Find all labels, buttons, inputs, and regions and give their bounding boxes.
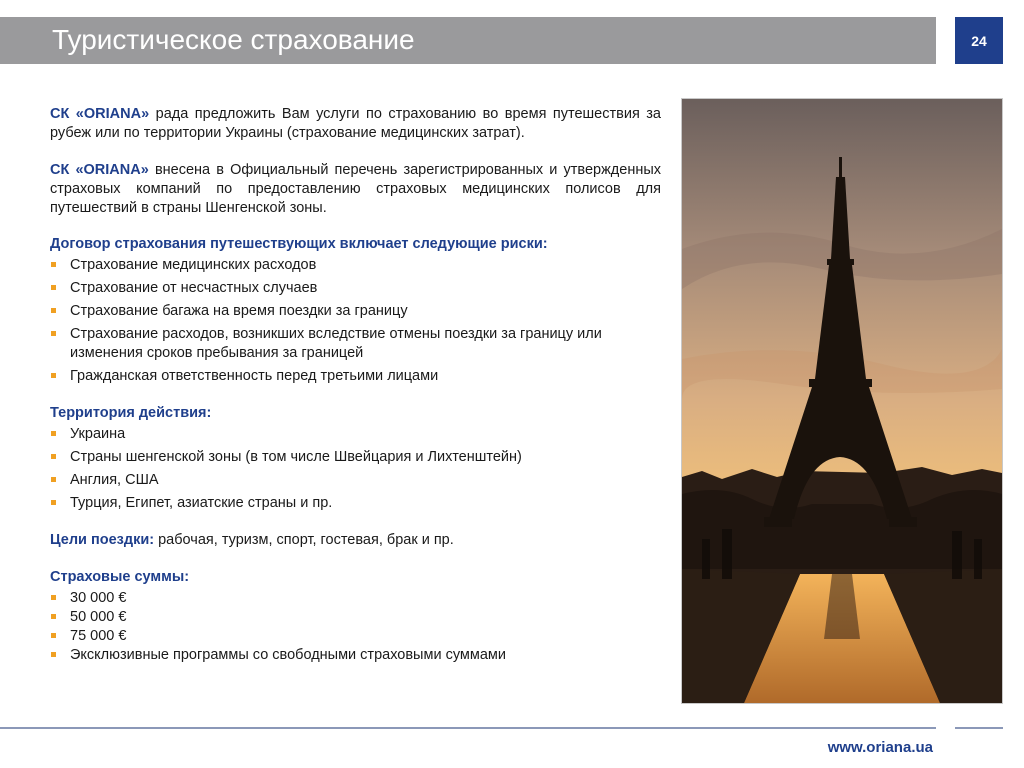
intro-text-1: рада предложить Вам услуги по страхованию во время путешествия за рубеж или по территории Украины (страхование медицинских затрат). [50,106,661,141]
website-link[interactable]: www.oriana.ua [827,739,933,756]
page-title: Туристическое страхование [52,24,415,55]
list-item: Англия, США [50,471,661,490]
page-number: 24 [955,17,1003,64]
footer-divider [0,727,936,729]
eiffel-tower-photo [681,98,1003,704]
intro-text-2: внесена в Официальный перечень зарегистрированных и утвержденных страховых компаний по предоставлению страховых медицинских полисов для путешествий в страны Шенгенской зоны. [50,162,662,216]
main-content [50,105,661,665]
list-item: Страхование медицинских расходов [50,256,661,275]
list-item: Страхование от несчастных случаев [50,279,661,298]
list-item: Страхование багажа на время поездки за границу [50,302,661,321]
risks-list [50,256,661,386]
list-item: 30 000 € [50,589,661,608]
intro-paragraph-1 [50,105,661,143]
goals-line [50,531,661,550]
territory-list [50,425,661,513]
list-item: Страхование расходов, возникших вследствие отмены поездки за границу или изменения сроков пребывания за границей [50,325,661,363]
list-item: Украина [50,425,661,444]
title-bar [0,17,936,64]
territory-heading: Территория действия: [50,405,212,421]
list-item: Эксклюзивные программы со свободными страховыми суммами [50,646,661,665]
brand-name: СК «ORIANA» [50,162,149,178]
sums-heading: Страховые суммы: [50,569,190,585]
brand-name: СК «ORIANA» [50,106,150,122]
list-item: 50 000 € [50,608,661,627]
list-item: 75 000 € [50,627,661,646]
intro-paragraph-2 [50,161,661,218]
risks-heading: Договор страхования путешествующих включает следующие риски: [50,236,548,252]
sums-list [50,589,661,665]
goals-label: Цели поездки: [50,532,155,548]
goals-text: рабочая, туризм, спорт, гостевая, брак и пр. [154,532,454,548]
footer-divider [955,727,1003,729]
list-item: Турция, Египет, азиатские страны и пр. [50,494,661,513]
list-item: Гражданская ответственность перед третьими лицами [50,367,661,386]
eiffel-tower-icon [682,99,1002,703]
list-item: Страны шенгенской зоны (в том числе Швейцария и Лихтенштейн) [50,448,661,467]
